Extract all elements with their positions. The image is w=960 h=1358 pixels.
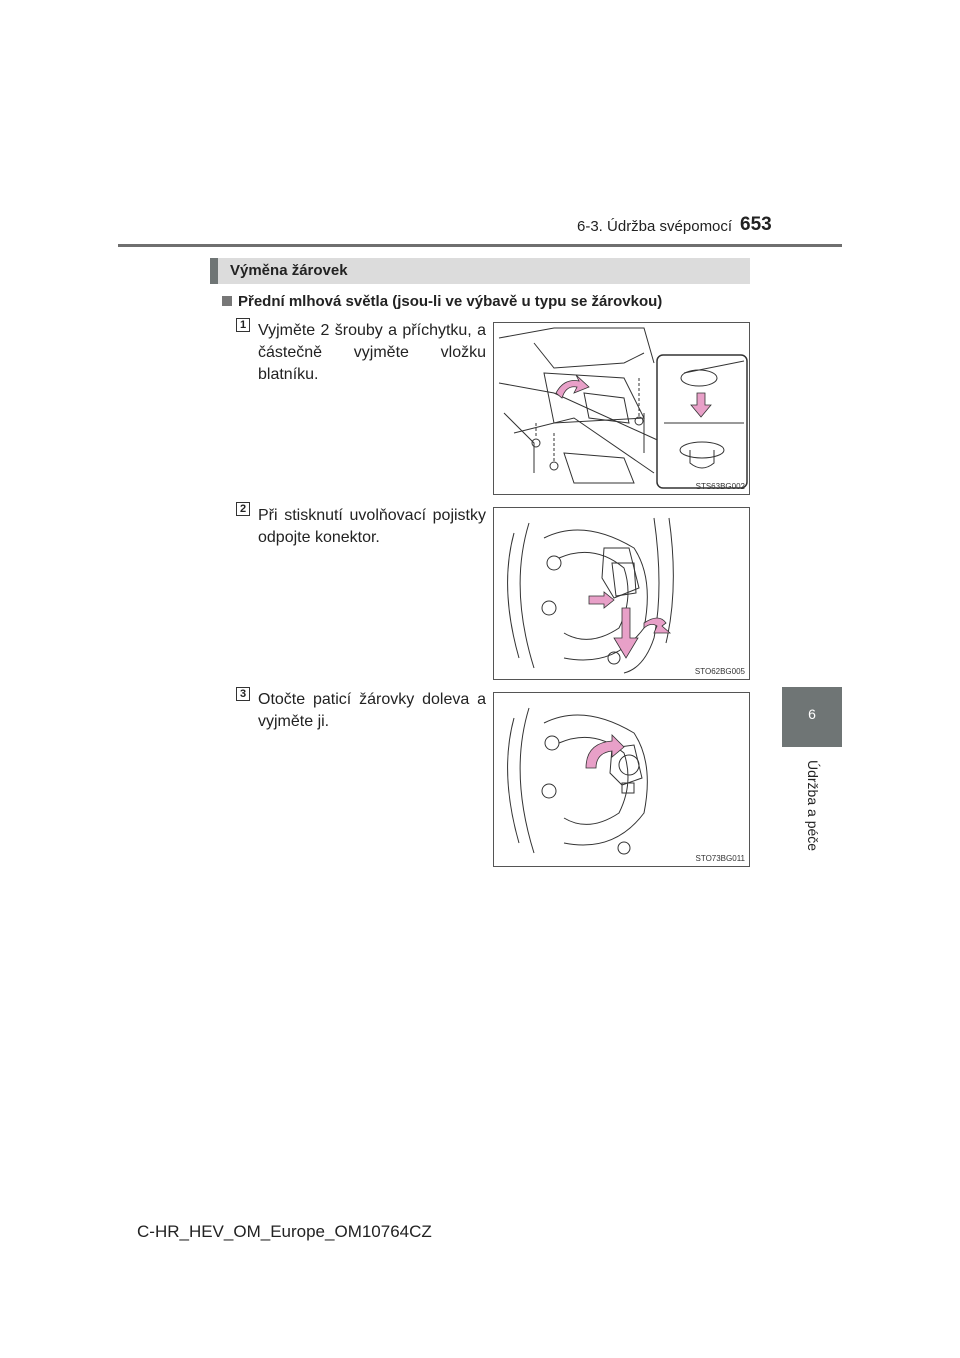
step-number-2: 2 bbox=[236, 502, 250, 516]
rotate-left-arrow-icon bbox=[586, 735, 624, 768]
header-rule bbox=[118, 244, 842, 247]
step-text-1: Vyjměte 2 šrouby a příchytku, a částečně vyjměte vložku blatníku. bbox=[258, 322, 486, 383]
figure-step-2 bbox=[493, 507, 750, 680]
figure-step-1 bbox=[493, 322, 750, 495]
figure-step-3 bbox=[493, 692, 750, 867]
figure-code-3: STO73BG011 bbox=[695, 854, 745, 863]
pull-arrow-icon bbox=[614, 608, 638, 658]
figure-code-1: STS63BG002 bbox=[695, 482, 745, 491]
connector-illustration bbox=[494, 508, 749, 679]
step-text-2: Při stisknutí uvolňovací pojistky odpojte konektor. bbox=[258, 507, 486, 546]
document-id: C-HR_HEV_OM_Europe_OM10764CZ bbox=[137, 1222, 432, 1241]
step-number-1: 1 bbox=[236, 318, 250, 332]
subheading bbox=[222, 293, 662, 310]
chapter-title: Údržba a péče bbox=[805, 760, 821, 852]
section-title: Výměna žárovek bbox=[230, 262, 348, 279]
fender-liner-illustration bbox=[494, 323, 749, 494]
section-bar bbox=[210, 258, 750, 284]
bulb-socket-illustration bbox=[494, 693, 749, 866]
subheading-text: Přední mlhová světla (jsou-li ve výbavě u typu se žárovkou) bbox=[238, 293, 663, 310]
running-header-section: 6-3. Údržba svépomocí bbox=[577, 218, 733, 235]
release-arrow-icon bbox=[644, 618, 670, 633]
square-bullet-icon bbox=[222, 296, 232, 306]
press-arrow-icon bbox=[589, 592, 614, 608]
chapter-number: 6 bbox=[808, 706, 816, 722]
step-number-3: 3 bbox=[236, 687, 250, 701]
step-text-3: Otočte paticí žárovky doleva a vyjměte ji. bbox=[258, 691, 486, 730]
figure-code-2: STO62BG005 bbox=[694, 667, 745, 676]
page-number: 653 bbox=[740, 214, 772, 235]
